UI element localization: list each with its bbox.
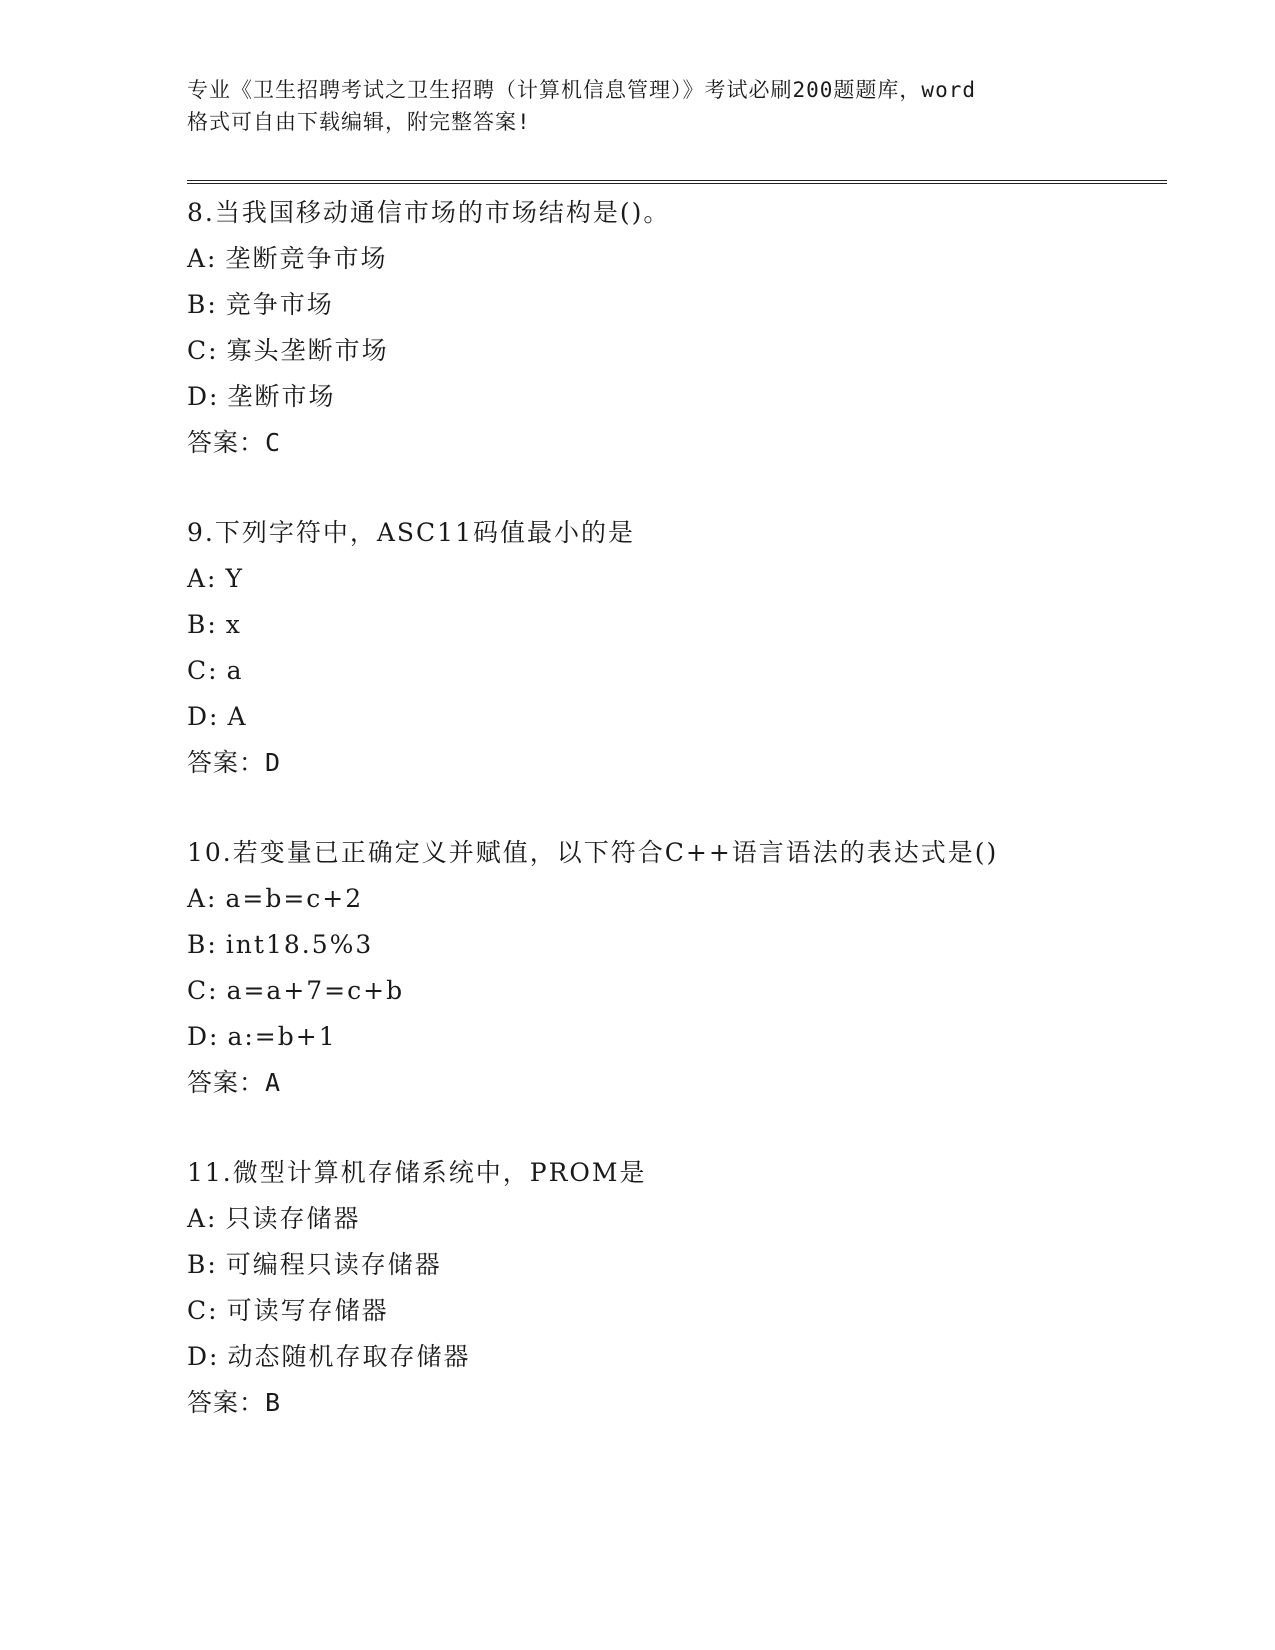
document-header [187, 74, 1087, 138]
option-letter: C: [187, 336, 219, 365]
option-b [187, 922, 1167, 968]
header-line-1: 专业《卫生招聘考试之卫生招聘（计算机信息管理）》考试必刷200题题库，word [187, 78, 976, 102]
option-letter: C: [187, 656, 219, 685]
option-letter: A: [187, 884, 218, 913]
option-letter: B: [187, 610, 218, 639]
answer-label: 答案：D [187, 748, 282, 777]
option-letter: D: [187, 1022, 220, 1051]
option-text: 寡头垄断市场 [226, 336, 389, 365]
option-letter: B: [187, 930, 218, 959]
header-divider [187, 180, 1167, 184]
question-stem: 11.微型计算机存储系统中，PROM是 [187, 1158, 647, 1187]
question-stem: 9.下列字符中，ASC11码值最小的是 [187, 518, 635, 547]
option-d [187, 1014, 1167, 1060]
option-text: 可编程只读存储器 [225, 1250, 442, 1279]
option-c [187, 648, 1167, 694]
answer-label: 答案：B [187, 1388, 282, 1417]
option-c [187, 968, 1167, 1014]
option-text: Y [225, 564, 244, 593]
header-line-2: 格式可自由下载编辑，附完整答案! [187, 110, 531, 134]
option-text: 可读写存储器 [226, 1296, 389, 1325]
question-9 [187, 510, 1167, 786]
question-8 [187, 190, 1167, 466]
option-d [187, 374, 1167, 420]
option-d [187, 694, 1167, 740]
option-c [187, 328, 1167, 374]
option-text: 竞争市场 [225, 290, 334, 319]
option-text: 动态随机存取存储器 [227, 1342, 471, 1371]
option-letter: A: [187, 1204, 218, 1233]
question-10 [187, 830, 1167, 1106]
option-letter: B: [187, 1250, 218, 1279]
option-text: a:=b+1 [227, 1022, 337, 1051]
option-letter: A: [187, 564, 218, 593]
option-text: a=b=c+2 [225, 884, 364, 913]
option-d [187, 1334, 1167, 1380]
option-text: 垄断竞争市场 [225, 244, 388, 273]
question-11 [187, 1150, 1167, 1426]
answer-label: 答案：C [187, 428, 282, 457]
option-letter: C: [187, 1296, 219, 1325]
option-text: 垄断市场 [227, 382, 336, 411]
option-text: a [226, 656, 244, 685]
question-stem: 10.若变量已正确定义并赋值，以下符合C++语言语法的表达式是() [187, 838, 999, 867]
option-text: A [227, 702, 248, 731]
option-b [187, 602, 1167, 648]
option-text: x [225, 610, 242, 639]
option-a [187, 1196, 1167, 1242]
option-text: 只读存储器 [225, 1204, 361, 1233]
option-letter: A: [187, 244, 218, 273]
option-letter: D: [187, 702, 220, 731]
option-a [187, 876, 1167, 922]
question-stem: 8.当我国移动通信市场的市场结构是()。 [187, 198, 671, 227]
option-letter: C: [187, 976, 219, 1005]
option-b [187, 282, 1167, 328]
option-text: a=a+7=c+b [226, 976, 405, 1005]
option-letter: B: [187, 290, 218, 319]
option-letter: D: [187, 382, 220, 411]
option-c [187, 1288, 1167, 1334]
answer-label: 答案：A [187, 1068, 282, 1097]
question-list [187, 190, 1167, 1470]
option-a [187, 236, 1167, 282]
option-a [187, 556, 1167, 602]
option-b [187, 1242, 1167, 1288]
option-text: int18.5%3 [225, 930, 374, 959]
option-letter: D: [187, 1342, 220, 1371]
